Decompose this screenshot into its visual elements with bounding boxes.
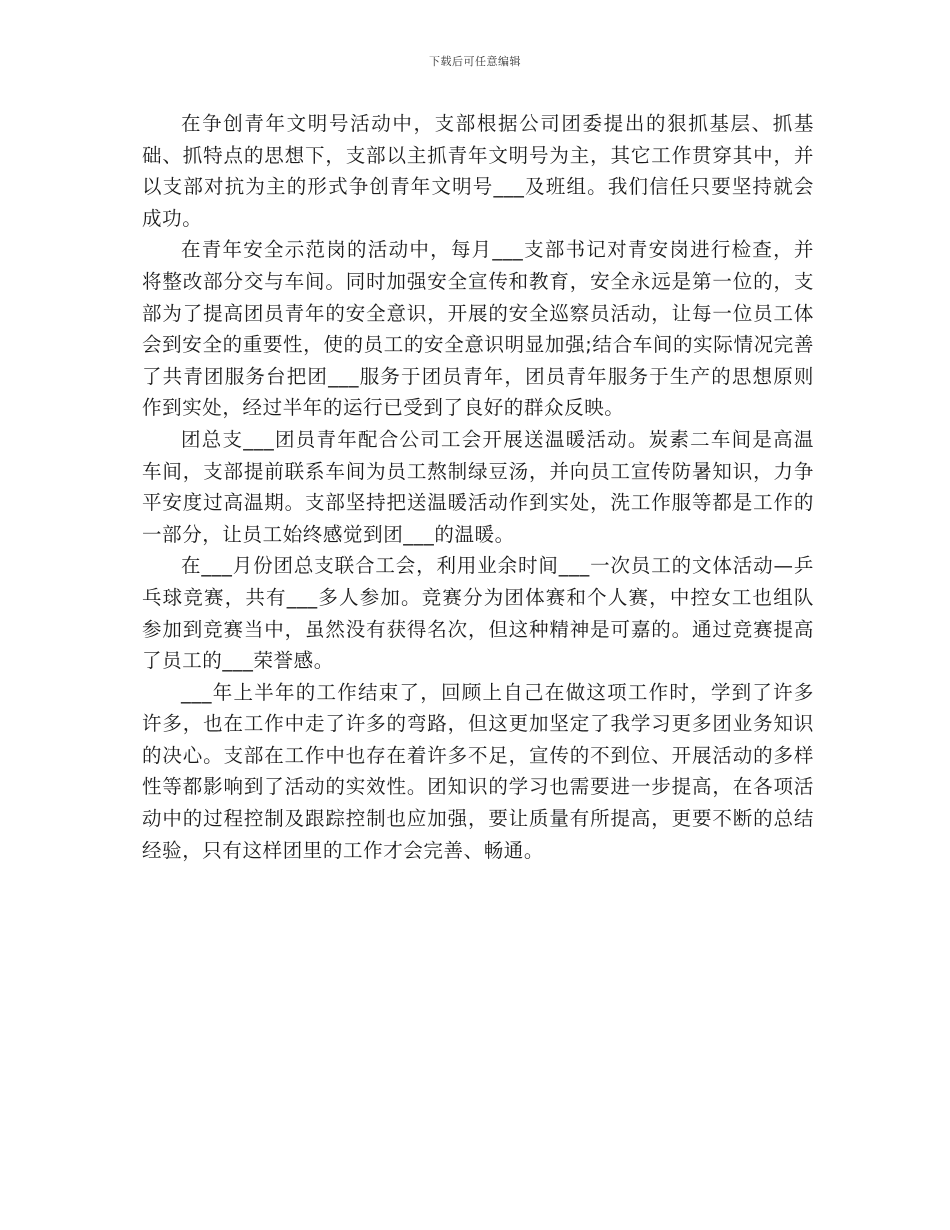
paragraph-3: 团总支___团员青年配合公司工会开展送温暖活动。炭素二车间是高温车间，支部提前联系车间为员工熬制绿豆汤，并向员工宣传防暑知识，力争平安度过高温期。支部坚持把送温暖活动作到实处，洗工作服等都是工作的一部分，让员工始终感觉到团___的温暖。	[142, 427, 814, 546]
paragraph-4: 在___月份团总支联合工会，利用业余时间___一次员工的文体活动—乒乓球竞赛，共有___多人参加。竞赛分为团体赛和个人赛，中控女工也组队参加到竞赛当中，虽然没有获得名次，但这种精神是可嘉的。通过竞赛提高了员工的___荣誉感。	[142, 554, 814, 673]
header-note: 下载后可任意编辑	[429, 55, 521, 68]
paragraph-1: 在争创青年文明号活动中，支部根据公司团委提出的狠抓基层、抓基础、抓特点的思想下，支部以主抓青年文明号为主，其它工作贯穿其中，并以支部对抗为主的形式争创青年文明号___及班组。我们信任只要坚持就会成功。	[142, 112, 814, 230]
paragraph-2: 在青年安全示范岗的活动中，每月___支部书记对青安岗进行检查，并将整改部分交与车间。同时加强安全宣传和教育，安全永远是第一位的，支部为了提高团员青年的安全意识，开展的安全巡察员活动，让每一位员工体会到安全的重要性，使的员工的安全意识明显加强;结合车间的实际情况完善了共青团服务台把团___服务于团员青年，团员青年服务于生产的思想原则作到实处，经过半年的运行已受到了良好的群众反映。	[142, 238, 814, 420]
paragraph-5: ___年上半年的工作结束了，回顾上自己在做这项工作时，学到了许多许多，也在工作中走了许多的弯路，但这更加坚定了我学习更多团业务知识的决心。支部在工作中也存在着许多不足，宣传的不到位、开展活动的多样性等都影响到了活动的实效性。团知识的学习也需要进一步提高，在各项活动中的过程控制及跟踪控制也应加强，要让质量有所提高，更要不断的总结经验，只有这样团里的工作才会完善、畅通。	[142, 680, 814, 862]
document-body	[142, 108, 814, 866]
